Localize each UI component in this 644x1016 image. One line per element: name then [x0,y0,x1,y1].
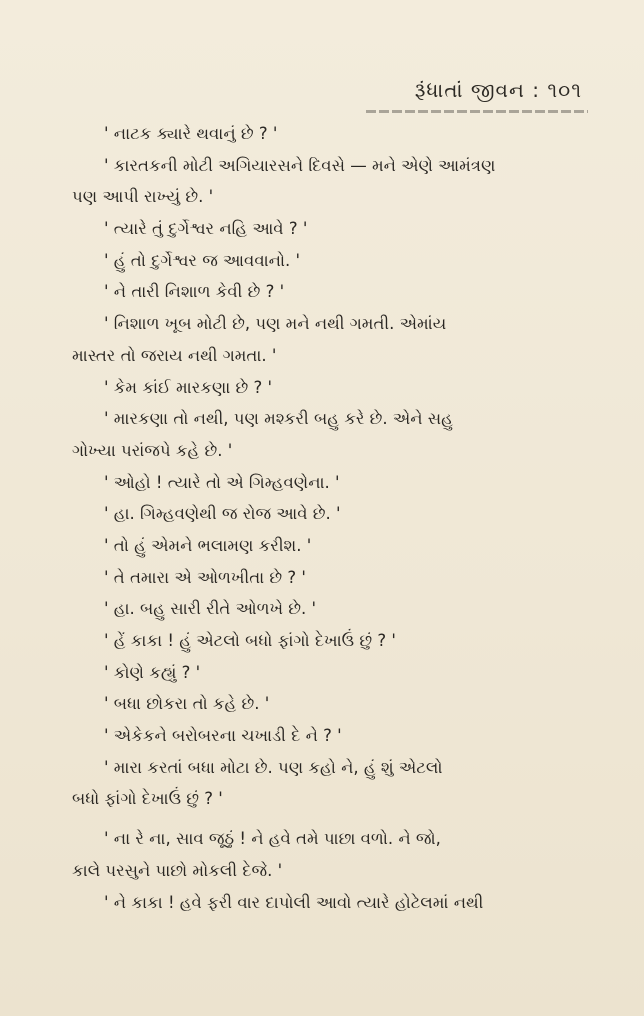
text-line: ' તો હું એમને ભલામણ કરીશ. ' [104,535,312,555]
text-line: બધો ફાંગો દેખાઉં છું ? ' [72,789,223,809]
text-line: ' એકેકને બરોબરના ચખાડી દે ને ? ' [104,726,342,746]
text-line: ' કેમ કાંઈ મારકણા છે ? ' [104,377,273,397]
text-line: ' ત્યારે તું દુર્ગેશ્વર નહિ આવે ? ' [104,219,308,239]
text-line: ' તે તમારા એ ઓળખીતા છે ? ' [104,567,306,587]
text-line: માસ્તર તો જરાય નથી ગમતા. ' [72,345,277,365]
text-line: ગોખ્યા પરાંજપે કહે છે. ' [72,440,233,460]
text-line: ' ને કાકા ! હવે ફરી વાર દાપોલી આવો ત્યારે હોટેલમાં નથી [104,892,484,912]
text-line: ' હા. બહુ સારી રીતે ઓળખે છે. ' [104,599,317,619]
text-line: ' નિશાળ ખૂબ મોટી છે, પણ મને નથી ગમતી. એમાંય [104,314,447,334]
text-line: ' નાટક ક્યારે થવાનું છે ? ' [104,124,278,143]
text-line: ' હેં કાકા ! હું એટલો બધો ફાંગો દેખાઉં છું ? ' [104,631,396,650]
text-line: ' બધા છોકરા તો કહે છે. ' [104,694,270,714]
page-body [72,118,558,918]
header-underline [366,110,588,113]
text-line: ' મારા કરતાં બધા મોટા છે. પણ કહો ને, હું શું એટલો [104,757,443,777]
text-line: ' મારકણા તો નથી, પણ મશ્કરી બહુ કરે છે. એને સહુ [104,409,453,429]
text-line: ' કોણે કહ્યું ? ' [104,662,201,682]
text-line: ' હું તો દુર્ગેશ્વર જ આવવાનો. ' [104,250,301,270]
text-line: ' ને તારી નિશાળ કેવી છે ? ' [104,282,285,302]
text-line: ' ના રે ના, સાવ જૂઠું ! ને હવે તમે પાછા વળો. ને જો, [104,829,441,849]
text-line: પણ આપી રાખ્યું છે. ' [72,187,214,207]
running-header: રૂંધાતાં જીવન : ૧૦૧ [414,78,582,102]
text-line: ' ઓહો ! ત્યારે તો એ ગિમ્હવણેના. ' [104,472,340,492]
text-line: ' હા. ગિમ્હવણેથી જ રોજ આવે છે. ' [104,504,341,524]
text-line: કાલે પરસુને પાછો મોકલી દેજે. ' [72,860,283,880]
text-line: ' કારતકની મોટી અગિયારસને દિવસે — મને એણે આમંત્રણ [104,155,496,175]
